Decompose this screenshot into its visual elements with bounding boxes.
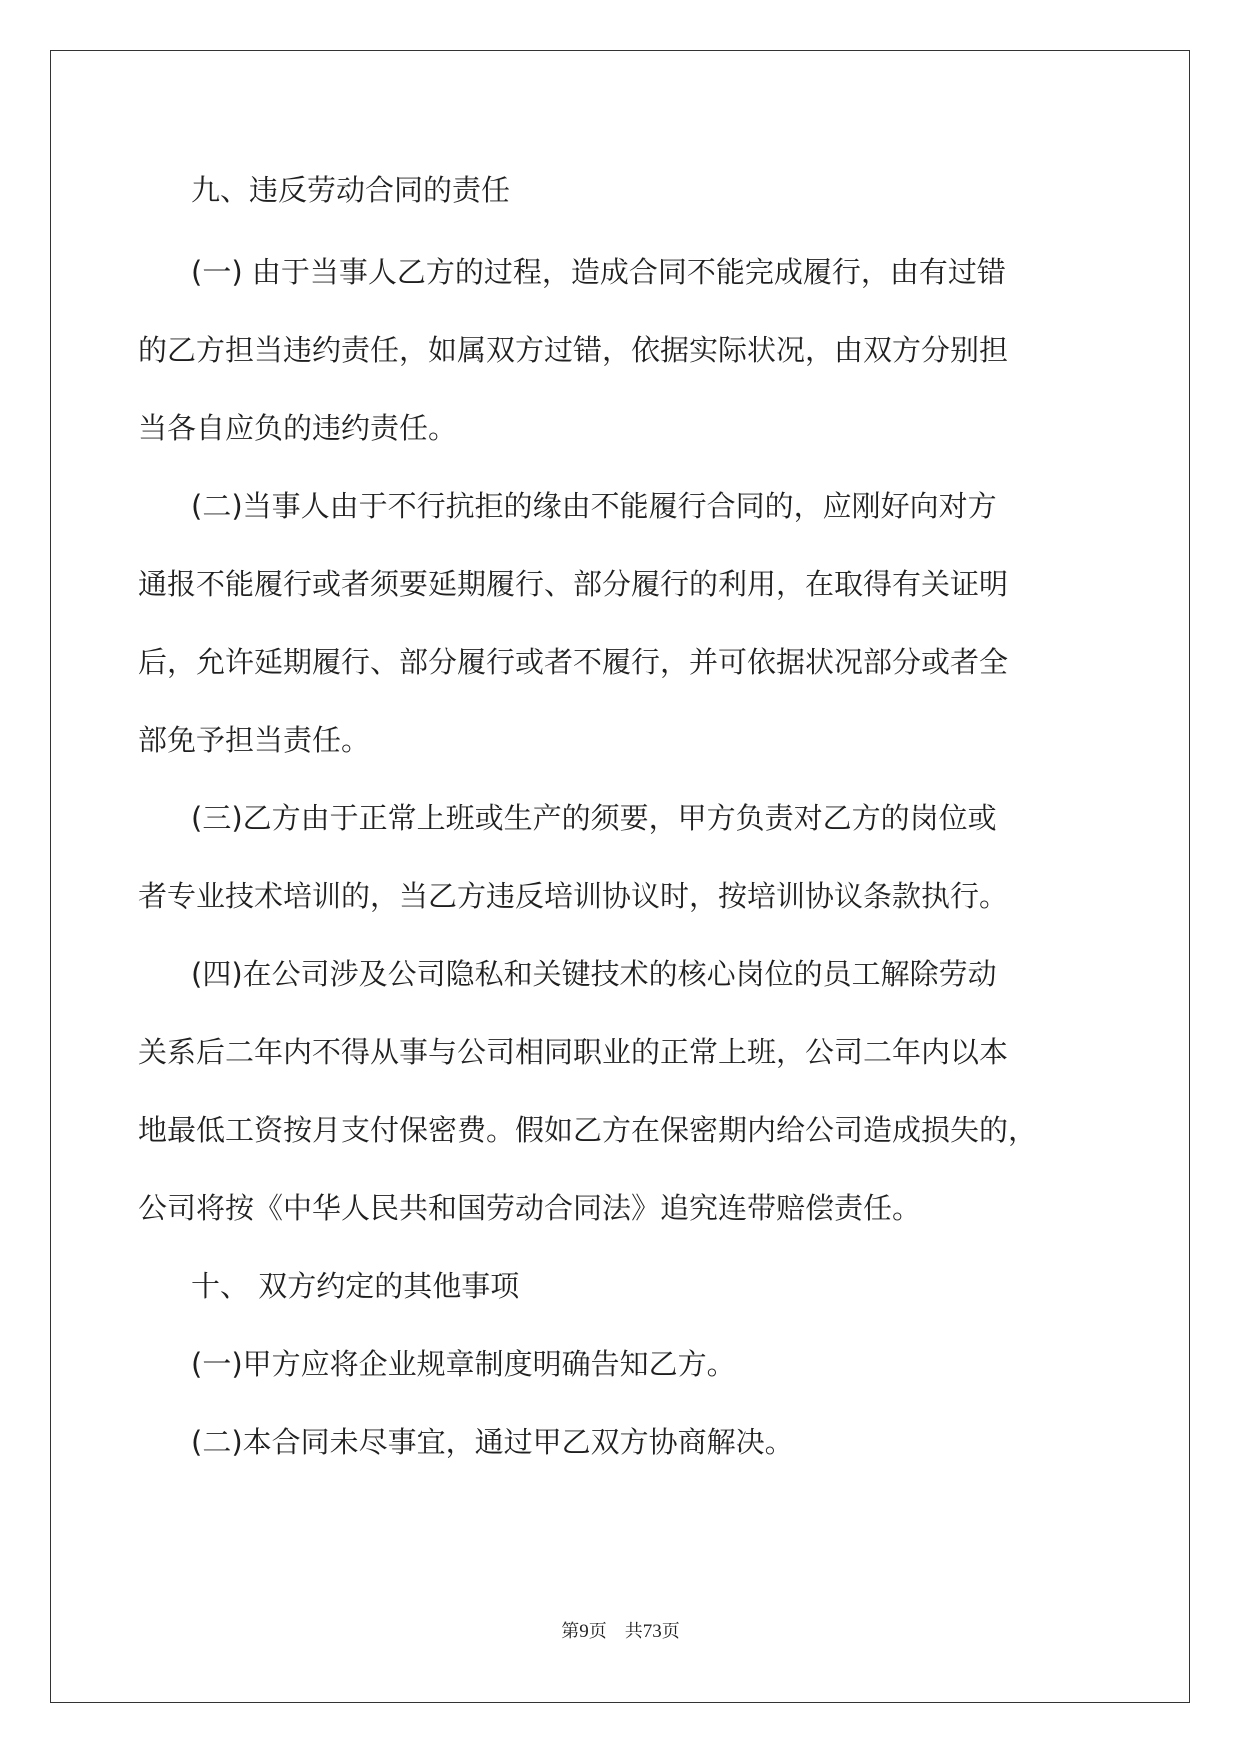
paragraph-line: (二)当事人由于不行抗拒的缘由不能履行合同的，应刚好向对方: [191, 489, 997, 523]
paragraph-line: 后，允许延期履行、部分履行或者不履行，并可依据状况部分或者全: [138, 645, 1009, 679]
footer-prefix: 第: [561, 1621, 580, 1642]
footer-page-number: 9: [579, 1621, 589, 1642]
page-footer: [0, 1620, 1241, 1644]
footer-suffix: 页: [661, 1621, 680, 1642]
section-heading-10: 十、 双方约定的其他事项: [191, 1269, 520, 1303]
footer-total-pages: 73: [642, 1621, 662, 1642]
paragraph-line: 当各自应负的违约责任。: [138, 411, 458, 445]
paragraph-line: (一) 由于当事人乙方的过程，造成合同不能完成履行，由有过错: [191, 255, 1006, 289]
paragraph-line: (三)乙方由于正常上班或生产的须要，甲方负责对乙方的岗位或: [191, 801, 997, 835]
paragraph-line: 的乙方担当违约责任，如属双方过错，依据实际状况，由双方分别担: [138, 333, 1009, 367]
paragraph-line: 关系后二年内不得从事与公司相同职业的正常上班，公司二年内以本: [138, 1035, 1009, 1069]
paragraph-line: (一)甲方应将企业规章制度明确告知乙方。: [191, 1347, 736, 1381]
paragraph-line: (二)本合同未尽事宜，通过甲乙双方协商解决。: [191, 1425, 794, 1459]
footer-mid: 页 共: [588, 1621, 643, 1642]
section-heading-9: 九、违反劳动合同的责任: [191, 173, 511, 207]
paragraph-line: 地最低工资按月支付保密费。假如乙方在保密期内给公司造成损失的，: [138, 1113, 1038, 1147]
paragraph-line: 通报不能履行或者须要延期履行、部分履行的利用，在取得有关证明: [138, 567, 1009, 601]
paragraph-line: 部免予担当责任。: [138, 723, 371, 757]
paragraph-line: 者专业技术培训的，当乙方违反培训协议时，按培训协议条款执行。: [138, 879, 1009, 913]
paragraph-line: 公司将按《中华人民共和国劳动合同法》追究连带赔偿责任。: [138, 1191, 922, 1225]
paragraph-line: (四)在公司涉及公司隐私和关键技术的核心岗位的员工解除劳动: [191, 957, 997, 991]
